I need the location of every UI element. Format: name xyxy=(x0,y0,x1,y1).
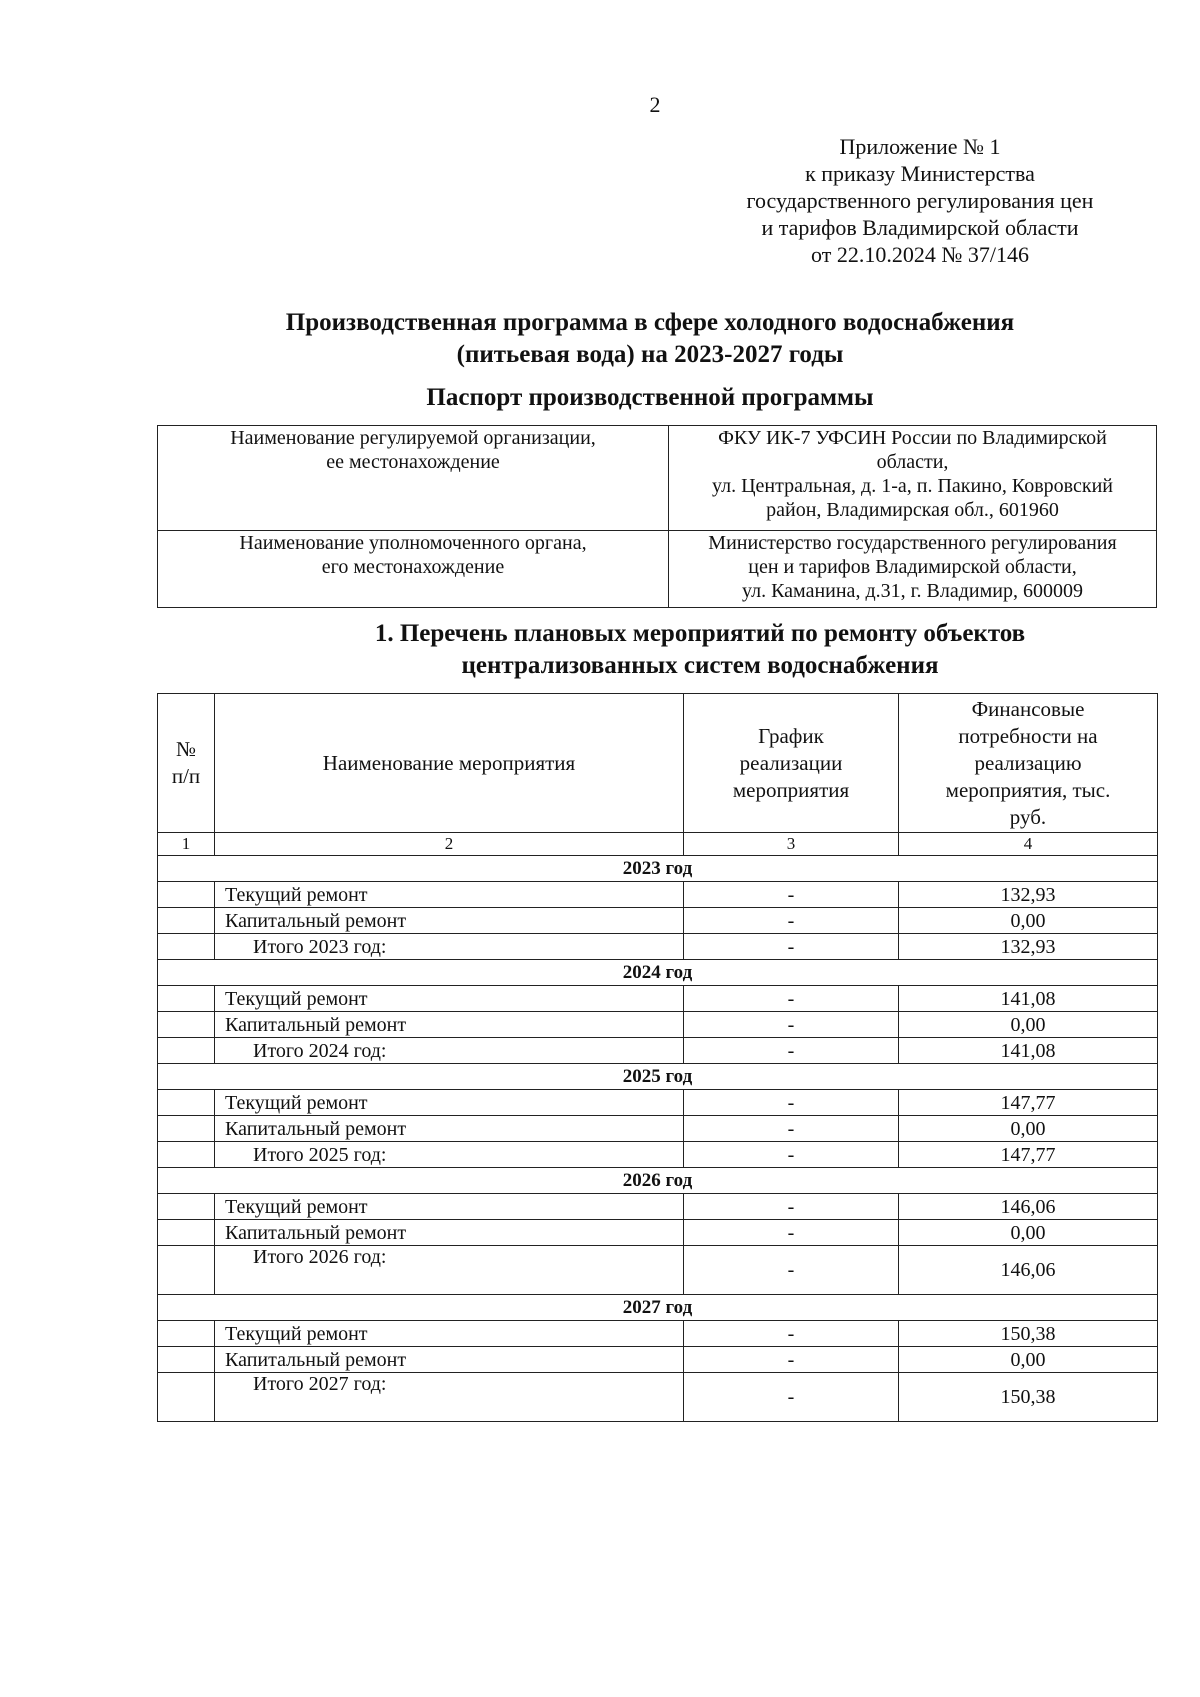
event-amount: 132,93 xyxy=(899,934,1158,960)
appendix-line: к приказу Министерства xyxy=(805,161,1035,186)
row-number-cell xyxy=(158,1373,215,1422)
passport-row xyxy=(158,426,1157,531)
event-amount: 0,00 xyxy=(899,1347,1158,1373)
year-row xyxy=(158,1295,1158,1321)
year-row xyxy=(158,856,1158,882)
column-number: 4 xyxy=(899,833,1158,856)
header-finance xyxy=(899,694,1158,833)
event-name: Текущий ремонт xyxy=(215,882,684,908)
column-number: 3 xyxy=(684,833,899,856)
value-line: район, Владимирская обл., 601960 xyxy=(766,499,1059,521)
event-amount: 146,06 xyxy=(899,1246,1158,1295)
event-name: Капитальный ремонт xyxy=(215,908,684,934)
row-number-cell xyxy=(158,882,215,908)
event-amount: 141,08 xyxy=(899,1038,1158,1064)
title-line: Производственная программа в сфере холодного водоснабжения xyxy=(285,309,1015,336)
table-row xyxy=(158,1347,1158,1373)
row-number-cell xyxy=(158,934,215,960)
event-schedule: - xyxy=(684,1116,899,1142)
passport-title: Паспорт производственной программы xyxy=(426,384,874,411)
event-name: Текущий ремонт xyxy=(215,1321,684,1347)
header-line: реализацию xyxy=(974,750,1082,775)
document-title xyxy=(150,307,1150,371)
table-row xyxy=(158,1321,1158,1347)
event-schedule: - xyxy=(684,908,899,934)
header-line: График xyxy=(758,723,824,748)
row-number-cell xyxy=(158,1194,215,1220)
event-schedule: - xyxy=(684,1012,899,1038)
event-schedule: - xyxy=(684,1220,899,1246)
table-row xyxy=(158,1246,1158,1295)
event-amount: 0,00 xyxy=(899,1116,1158,1142)
row-number-cell xyxy=(158,1090,215,1116)
header-line: мероприятия, тыс. xyxy=(945,777,1111,802)
event-schedule: - xyxy=(684,1246,899,1295)
header-line: мероприятия xyxy=(732,777,850,802)
event-name: Капитальный ремонт xyxy=(215,1347,684,1373)
year-label: 2027 год xyxy=(158,1295,1158,1321)
event-schedule: - xyxy=(684,1347,899,1373)
passport-label xyxy=(158,531,669,608)
event-name: Капитальный ремонт xyxy=(215,1116,684,1142)
section-title xyxy=(200,618,1200,682)
label-line: Наименование регулируемой организации, xyxy=(230,427,596,449)
column-number: 2 xyxy=(215,833,684,856)
year-label: 2024 год xyxy=(158,960,1158,986)
event-amount: 0,00 xyxy=(899,1220,1158,1246)
table-row xyxy=(158,934,1158,960)
event-amount: 150,38 xyxy=(899,1373,1158,1422)
row-number-cell xyxy=(158,986,215,1012)
value-line: цен и тарифов Владимирской области, xyxy=(748,556,1077,578)
event-name: Текущий ремонт xyxy=(215,1194,684,1220)
event-name: Итого 2026 год: xyxy=(215,1246,684,1295)
event-amount: 147,77 xyxy=(899,1142,1158,1168)
event-amount: 0,00 xyxy=(899,908,1158,934)
appendix-line: государственного регулирования цен xyxy=(746,188,1094,213)
value-line: ул. Центральная, д. 1-а, п. Пакино, Ковровский xyxy=(711,475,1113,497)
table-row xyxy=(158,1142,1158,1168)
event-amount: 141,08 xyxy=(899,986,1158,1012)
row-number-cell xyxy=(158,908,215,934)
label-line: ее местонахождение xyxy=(326,451,500,473)
header-line: реализации xyxy=(739,750,843,775)
page-number: 2 xyxy=(649,92,661,117)
event-schedule: - xyxy=(684,882,899,908)
year-label: 2025 год xyxy=(158,1064,1158,1090)
passport-row xyxy=(158,531,1157,608)
header-line: п/п xyxy=(171,764,201,788)
header-schedule xyxy=(684,694,899,833)
event-schedule: - xyxy=(684,1194,899,1220)
table-row xyxy=(158,1373,1158,1422)
event-amount: 146,06 xyxy=(899,1194,1158,1220)
value-line: области, xyxy=(876,451,949,473)
header-line: руб. xyxy=(1009,804,1047,829)
table-row xyxy=(158,1090,1158,1116)
appendix-line: и тарифов Владимирской области xyxy=(761,215,1079,240)
table-header-row xyxy=(158,694,1158,833)
event-schedule: - xyxy=(684,986,899,1012)
event-amount: 147,77 xyxy=(899,1090,1158,1116)
passport-value xyxy=(669,426,1157,531)
row-number-cell xyxy=(158,1038,215,1064)
event-schedule: - xyxy=(684,934,899,960)
year-row xyxy=(158,1064,1158,1090)
table-row xyxy=(158,1038,1158,1064)
event-schedule: - xyxy=(684,1321,899,1347)
appendix-line: от 22.10.2024 № 37/146 xyxy=(811,242,1029,267)
event-name: Итого 2027 год: xyxy=(215,1373,684,1422)
row-number-cell xyxy=(158,1012,215,1038)
year-row xyxy=(158,960,1158,986)
section-title-line: 1. Перечень плановых мероприятий по ремонту объектов xyxy=(374,620,1026,647)
passport-table xyxy=(157,425,1157,608)
event-amount: 150,38 xyxy=(899,1321,1158,1347)
row-number-cell xyxy=(158,1142,215,1168)
row-number-cell xyxy=(158,1116,215,1142)
year-label: 2026 год xyxy=(158,1168,1158,1194)
table-row xyxy=(158,1012,1158,1038)
event-schedule: - xyxy=(684,1090,899,1116)
column-number-row xyxy=(158,833,1158,856)
row-number-cell xyxy=(158,1246,215,1295)
value-line: ул. Каманина, д.31, г. Владимир, 600009 xyxy=(742,580,1083,602)
appendix-line: Приложение № 1 xyxy=(839,134,1001,159)
event-schedule: - xyxy=(684,1142,899,1168)
header-line: № xyxy=(175,737,197,761)
event-name: Капитальный ремонт xyxy=(215,1012,684,1038)
row-number-cell xyxy=(158,1220,215,1246)
title-line: (питьевая вода) на 2023-2027 годы xyxy=(456,341,844,368)
value-line: ФКУ ИК-7 УФСИН России по Владимирской xyxy=(718,427,1107,449)
table-row xyxy=(158,986,1158,1012)
event-schedule: - xyxy=(684,1373,899,1422)
header-line: потребности на xyxy=(958,723,1098,748)
events-table xyxy=(157,693,1158,1422)
row-number-cell xyxy=(158,1321,215,1347)
table-row xyxy=(158,1116,1158,1142)
event-name: Итого 2023 год: xyxy=(215,934,684,960)
appendix-block xyxy=(690,133,1150,268)
header-line: Финансовые xyxy=(971,696,1085,721)
header-num xyxy=(158,694,215,833)
table-row xyxy=(158,882,1158,908)
event-amount: 0,00 xyxy=(899,1012,1158,1038)
table-row xyxy=(158,1220,1158,1246)
passport-value xyxy=(669,531,1157,608)
label-line: его местонахождение xyxy=(321,556,505,578)
label-line: Наименование уполномоченного органа, xyxy=(239,532,587,554)
row-number-cell xyxy=(158,1347,215,1373)
event-name: Капитальный ремонт xyxy=(215,1220,684,1246)
table-row xyxy=(158,908,1158,934)
header-name: Наименование мероприятия xyxy=(215,694,684,833)
value-line: Министерство государственного регулирования xyxy=(708,532,1117,554)
event-name: Текущий ремонт xyxy=(215,1090,684,1116)
section-title-line: централизованных систем водоснабжения xyxy=(461,652,939,679)
year-row xyxy=(158,1168,1158,1194)
year-label: 2023 год xyxy=(158,856,1158,882)
event-amount: 132,93 xyxy=(899,882,1158,908)
event-name: Итого 2024 год: xyxy=(215,1038,684,1064)
event-name: Итого 2025 год: xyxy=(215,1142,684,1168)
table-row xyxy=(158,1194,1158,1220)
event-name: Текущий ремонт xyxy=(215,986,684,1012)
event-schedule: - xyxy=(684,1038,899,1064)
passport-label xyxy=(158,426,669,531)
column-number: 1 xyxy=(158,833,215,856)
